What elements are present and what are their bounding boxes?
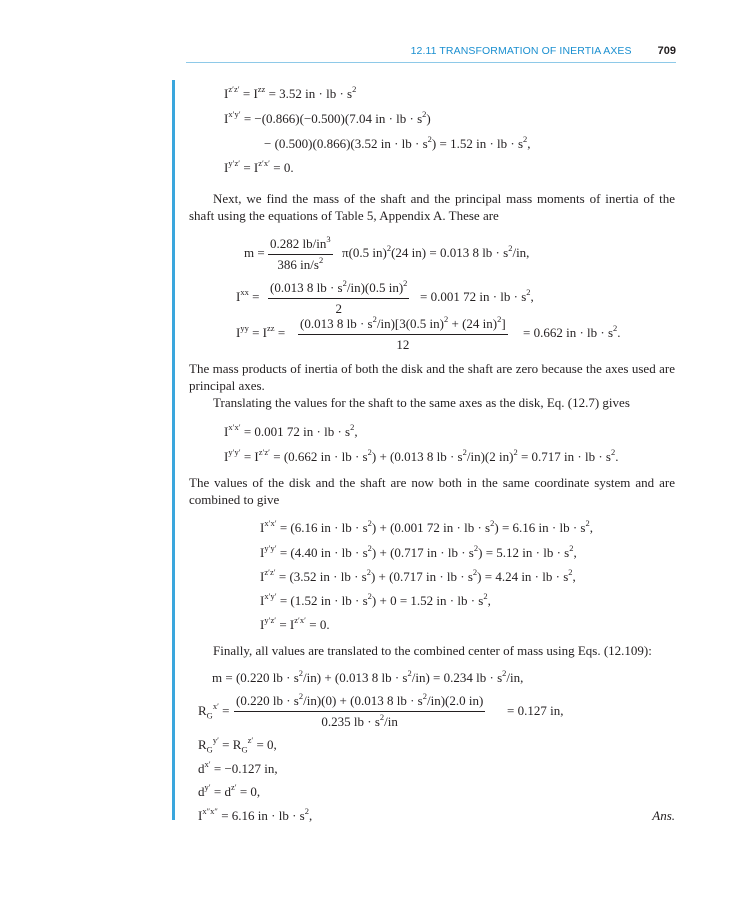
eq-m-numerator: 0.282 $lb/in^3$ <box>268 236 333 255</box>
paragraph-combined: The values of the disk and the shaft are now both in the same coordinate system and are combined to give <box>189 475 675 507</box>
eq-ixx-lhs: $I^{xx}$ = <box>236 286 260 304</box>
eq-ixy: $I^{x'y'} = -(0.866)(-0.500)(7.04$ in · lb · $s^2$) <box>224 108 431 126</box>
paragraph-principal-axes: The mass products of inertia of both the disk and the shaft are zero because the axes used are principal axes. <box>189 361 675 393</box>
eq-iyy-rest: = 0.662 in · lb · $s^2$. <box>523 322 621 340</box>
eq-rg-denominator: 0.235 lb · $s^2/in$ <box>321 711 398 729</box>
paragraph-shaft-mass: Next, we find the mass of the shaft and the principal mass moments of inertia of the shaft using the equations of Table 5, Appendix A. These are <box>189 191 675 223</box>
eq-iyy-denominator: 12 <box>396 337 410 352</box>
eq-total-mass: m = (0.220 lb · $s^2/in) + (0.013$ 8 lb · $s^2/in) = 0.234$ lb · $s^2/in$, <box>212 667 524 685</box>
eq-m-lhs: m = <box>244 245 265 260</box>
eq-combined-ixx: $I^{x'x'} = (6.16$ in · lb · $s^2) + (0.001$ 72 in · lb · $s^2) = 6.16$ in · lb · $s^2$, <box>260 517 593 535</box>
eq-iyy-lhs: $I^{yy} = I^{zz}$ = <box>236 322 286 340</box>
eq-ixy-cont: − (0.500)(0.866)(3.52 in · lb · $s^2) = 1.52$ in · lb · $s^2$, <box>264 133 531 151</box>
eq-ixx-rest: = 0.001 72 in · lb · $s^2$, <box>420 286 534 304</box>
running-header <box>0 41 676 61</box>
eq-ixx-numerator: (0.013 8 lb · $s^2/in)(0.5$ in)$^2$ <box>268 280 409 299</box>
eq-combined-ixy: $I^{x'y'} = (1.52$ in · lb · $s^2) + 0 = 1.52$ in · lb · $s^2$, <box>260 590 491 608</box>
answer-label: Ans. <box>652 808 675 823</box>
eq-ixx-fraction <box>268 277 409 317</box>
eq-final-ixx: $I^{x''x''} = 6.16$ in · lb · $s^2$, <box>198 805 313 823</box>
eq-rg-numerator: (0.220 lb · $s^2/in)(0) + (0.013$ 8 lb · $s^2/in)(2.0$ in) <box>234 693 485 712</box>
eq-m-denominator: 386 $in/s^2$ <box>277 254 324 272</box>
eq-m-rest: π(0.5 in)$^2$(24 in) = 0.013 8 lb · $s^2/in$, <box>342 242 530 260</box>
eq-shaft-ixx: $I^{x'x'} = 0.001$ 72 in · lb · $s^2$, <box>224 421 358 439</box>
eq-rg-yz: $R_G^{y'} = R_G^{z'} = 0$, <box>198 734 277 755</box>
header-rule <box>186 62 676 63</box>
paragraph-translating: Translating the values for the shaft to the same axes as the disk, Eq. (12.7) gives <box>213 395 630 410</box>
eq-izz: $I^{z'z'} = I^{zz} = 3.52$ in · lb · $s^2$ <box>224 83 357 101</box>
eq-rg-rest: = 0.127 in, <box>507 703 564 718</box>
eq-iyy-numerator: (0.013 8 lb · $s^2/in)[3(0.5$ in)$^2$ + (24 in)$^2$] <box>298 316 508 335</box>
eq-rg-lhs: $R_G^{x'}$ = <box>198 700 230 721</box>
margin-bar <box>172 80 175 820</box>
eq-combined-iyz: $I^{y'z'} = I^{z'x'} = 0$. <box>260 614 330 632</box>
paragraph-center-of-mass: Finally, all values are translated to the combined center of mass using Eqs. (12.109): <box>213 643 652 658</box>
eq-dyz: $d^{y'} = d^{z'} = 0$, <box>198 781 261 799</box>
page-number: 709 <box>657 45 676 57</box>
running-title: 12.11 TRANSFORMATION OF INERTIA AXES <box>410 45 632 57</box>
eq-shaft-iyy: $I^{y'y'} = I^{z'z'} = (0.662$ in · lb · $s^2) + (0.013$ 8 lb · $s^2/in)(2$ in)$^2$ = 0.717 in · lb · $s^2$. <box>224 446 619 464</box>
eq-iyz: $I^{y'z'} = I^{z'x'} = 0$. <box>224 157 294 175</box>
eq-combined-iyy: $I^{y'y'} = (4.40$ in · lb · $s^2) + (0.717$ in · lb · $s^2) = 5.12$ in · lb · $s^2$, <box>260 542 577 560</box>
eq-iyy-fraction <box>298 313 508 353</box>
eq-combined-izz: $I^{z'z'} = (3.52$ in · lb · $s^2) + (0.717$ in · lb · $s^2) = 4.24$ in · lb · $s^2$, <box>260 566 576 584</box>
eq-rg-fraction <box>234 690 485 730</box>
eq-ixx-denominator: 2 <box>335 301 342 316</box>
eq-dx: $d^{x'} = -0.127$ in, <box>198 758 278 776</box>
eq-m-fraction <box>268 233 333 273</box>
